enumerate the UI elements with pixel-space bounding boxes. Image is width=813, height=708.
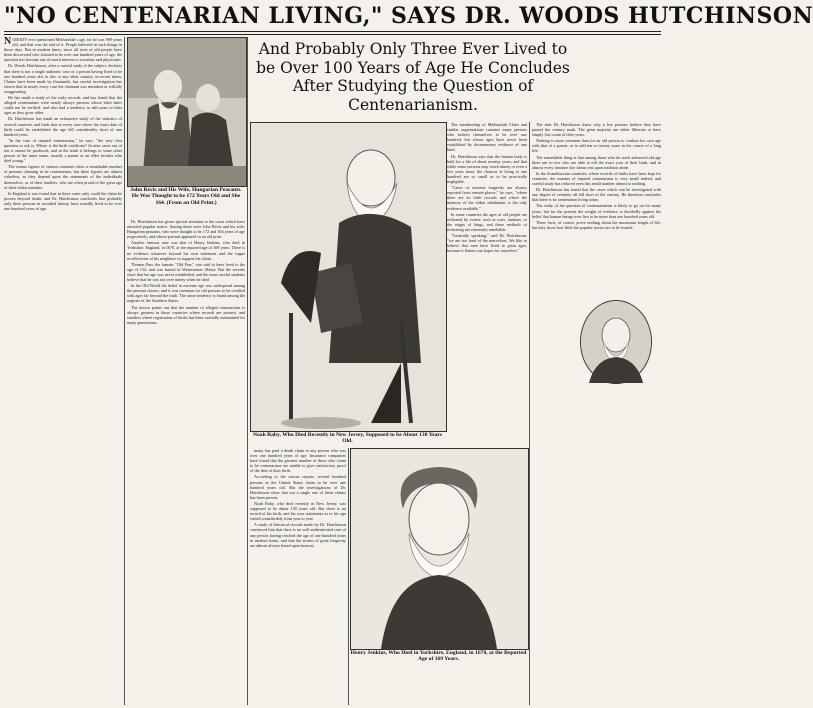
paragraph: Thomas Parr, the famous "Old Parr," was said to have lived to the age of 152, and was buried in Westminster Abbey. But the records show that his age was never established, and the most careful students believe that he was not over ninety when he died.: [127, 261, 245, 283]
paragraph: Dr. Woods Hutchinson, after a careful study of the subject, declares that there is not a single authentic case of a person having lived to be one hundred years old, in this or any other country, in recent times. Claims have been made by thousands, but careful investigation has shown that in nearly every case the claimant was mistaken or wilfully exaggerating.: [4, 63, 122, 94]
paragraph: In England it was found that in three cases only could the claim be proven beyond doubt, and Dr. Hutchinson concludes that probably only three persons in recorded history have actually lived to be over one hundred years of age.: [4, 190, 122, 211]
paragraph: According to the census reports, several hundred persons in the United States claim to be over one hundred years old. But the investigations of Dr. Hutchinson show that not a single one of these claims has been proven.: [250, 474, 346, 500]
article-column-5: [532, 122, 661, 705]
paragraph: In the Scandinavian countries, where records of births have been kept for centuries, the number of reputed centenarians is very small indeed, and careful study has reduced even this small number almost to nothing.: [532, 170, 661, 187]
paragraph: He has made a study of the early records, and has found that the alleged centenarians were nearly always persons whose birth dates could not be verified, and who had a tendency to add years to their ages as they grew older.: [4, 95, 122, 116]
paragraph: Dr. Hutchinson has given special attention to the cases which have attracted popular notice. Among these were John Revis and his wife, Hungarian peasants, who were thought to be 172 and 164 years of age respectively, and whose portrait appeared in an old print.: [127, 219, 245, 240]
paragraph: Dr. Hutchinson has made an exhaustive study of the statistics of several countries and finds that in every case where the exact date of birth could be established the age fell considerably short of one hundred years.: [4, 116, 122, 137]
paragraph: Dr. Hutchinson has found that the cases which can be investigated with any degree of certainty all fall short of the century. He therefore concludes that there is no centenarian living today.: [532, 187, 661, 203]
noah-raby-engraving: [250, 122, 447, 432]
paragraph: In some countries the ages of old people are reckoned by events, such as wars, famines, or the reigns of kings, and these methods of reckoning are extremely unreliable.: [447, 211, 527, 232]
article-column-3: [250, 448, 346, 705]
oval-portrait-engraving: [580, 300, 652, 384]
paragraph: The study of the question of centenarianism is likely to go on for many years, but for the present the weight of evidence is decidedly against the belief that human beings ever live to be more than one hundred years old.: [532, 203, 661, 219]
paragraph: "Cases of extreme longevity are always reported from remote places," he says, "where there are no birth records and where the memory of the oldest inhabitants is the only evidence available.": [447, 185, 527, 211]
article-column-1: [4, 37, 122, 705]
paragraph: The membership of Methuselah Clubs and similar organizations contains many persons who believe themselves to be over one hundred, but whose ages have never been established by documentary evidence of any kind.: [447, 122, 527, 153]
paragraph: Noah Raby, who died recently in New Jersey, was supposed to be about 130 years old. But there is no record of his birth, and his own statements as to his age varied considerably from year to year.: [250, 500, 346, 522]
paragraph: A study of historical records made by Dr. Hutchinson convinced him that there is no well authenticated case of any person having reached the age of one hundred years in modern times, and that the stories of great longevity are almost always based upon hearsay.: [250, 522, 346, 548]
paragraph: The census figures of various countries show a remarkable number of persons claiming to be centenarians, but these figures are almost valueless, as they depend upon the statements of the individuals themselves, or of their families, who are often proud of the great age of their oldest member.: [4, 164, 122, 190]
noah-raby-caption: Noah Raby, Who Died Recently in New Jersey, Supposed to be About 130 Years Old.: [252, 432, 443, 445]
subheadline: And Probably Only Three Ever Lived to be Over 100 Years of Age He Concludes After Studying the Question of Centenarianism.: [256, 40, 570, 114]
portrait-engraving: [127, 37, 247, 187]
paragraph: The remarkable thing is that among those who do reach advanced old age there are so few who are able to tell the exact year of their birth, and in almost every instance the claims rest upon tradition alone.: [532, 154, 661, 170]
henry-jenkins-caption: Henry Jenkins, Who Died in Yorkshire, England, in 1670, at the Reported Age of 169 Years.: [350, 650, 527, 663]
paragraph: The dear Dr. Hutchinson knew why a few persons believe they have passed the century mark. The great majority are either illiterate or have simply lost count of their years.: [532, 122, 661, 138]
paragraph: The doctor points out that the number of alleged centenarians is always greatest in those countries where records are poorest, and smallest where registration of births has been carefully maintained for many generations.: [127, 304, 245, 325]
paragraph: Dr. Hutchinson says that the human body is built for a life of about seventy years, and that while some persons may reach ninety or even a few years more, the chances of living to one hundred are so small as to be practically negligible.: [447, 153, 527, 185]
paragraph: Nothing is more common than for an old person to confuse his own age with that of a parent, or to add ten or twenty years in the course of a long life.: [532, 138, 661, 154]
headline-rule: [4, 31, 661, 32]
portrait-caption: John Revis and His Wife, Hungarian Peasants. He Was Thought to be 172 Years Old and She 164. (From an Old Print.): [130, 187, 242, 206]
column-rule: [247, 37, 248, 705]
article-column-2: [127, 219, 245, 705]
column-rule: [529, 122, 530, 705]
paragraph: "In the case of reputed centenarians," he says, "the very first question to ask is, Where is the birth certificate? In nine cases out of ten it cannot be produced, and in the tenth it belongs to some other person of the same name, usually a parent or an elder brother who died young.": [4, 137, 122, 164]
paragraph: many has paid a death claim to any person who was over one hundred years of age. Insurance companies have found that the greatest number of those who claim to be centenarians are unable to give satisfactory proof of the date of their birth.: [250, 448, 346, 474]
column-rule: [348, 448, 349, 705]
paragraph: In the Old World the belief in extreme age was widespread among the peasant classes, and it was common for old persons to be credited with ages far beyond the truth. The same tendency is found among the negroes of the Southern States.: [127, 283, 245, 304]
henry-jenkins-engraving: [350, 448, 529, 650]
column-rule: [124, 37, 125, 705]
headline-rule-2: [4, 34, 661, 35]
paragraph: These facts, of course, prove nothing about the maximum length of life, but they show how little the popular stories are to be trusted.: [532, 219, 661, 230]
paragraph: Another famous case was that of Henry Jenkins, who died in Yorkshire, England, in 1670, at the reported age of 169 years. There is no evidence whatever beyond his own statement and the vague recollections of his neighbors to support the claim.: [127, 240, 245, 261]
paragraph: NOBODY ever questioned Methuselah's age, for he was 969 years old, and that was the end of it. People believed in such things in those days. But in modern times, since all sorts of old people have been discovered who claimed to be over one hundred years of age, the question has become one of much interest to scientists and physicians.: [4, 36, 122, 63]
headline: "NO CENTENARIAN LIVING," SAYS DR. WOODS HUTCHINSON: [4, 3, 813, 29]
paragraph: "Generally speaking," said Dr. Hutchinson, "we are too fond of the marvelous. We like to believe that men have lived to great ages, because it flatters our hopes for ourselves.": [447, 232, 527, 254]
